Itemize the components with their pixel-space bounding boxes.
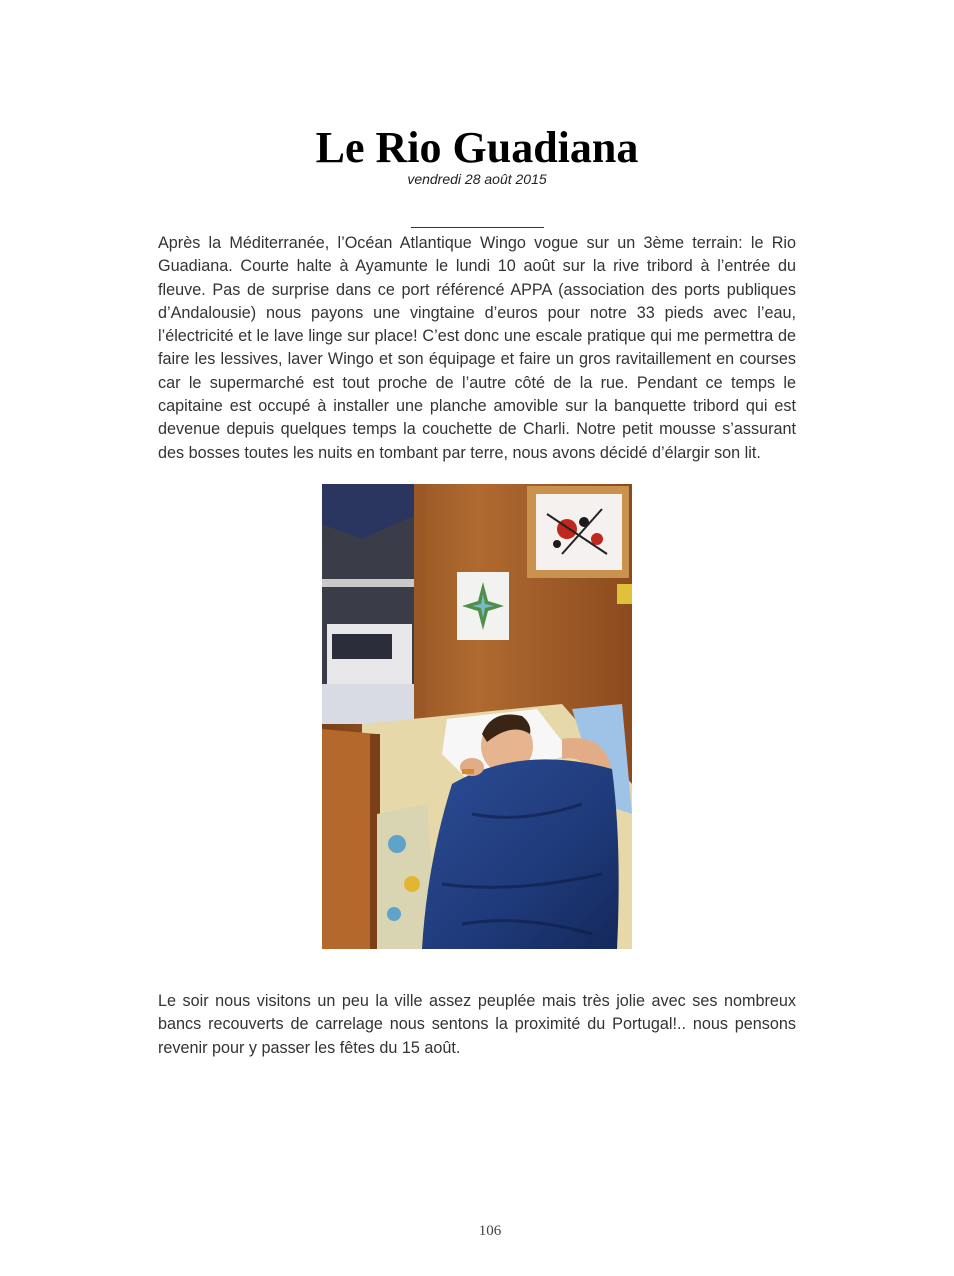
body-paragraph-2: Le soir nous visitons un peu la ville assez peuplée mais très jolie avec ses nombreux bancs recouverts de carrelage nous sentons la proximité du Portugal!.. nous pensons revenir pour y passer les fêtes du 15 août. <box>158 992 796 1057</box>
page-number: 106 <box>478 1223 502 1239</box>
page-title: Le Rio Guadiana <box>315 123 639 172</box>
title-divider <box>411 227 544 228</box>
photo-boy-sleeping-in-cabin <box>322 484 632 949</box>
body-paragraph-1: Après la Méditerranée, l’Océan Atlantique Wingo vogue sur un 3ème terrain: le Rio Guadiana. Courte halte à Ayamunte le lundi 10 août sur la rive tribord à l’entrée du fleuve. Pas de surprise dans ce port référencé APPA (association des ports publiques d’Andalousie) nous payons une vingtaine d’euros pour notre 33 pieds avec l’eau, l’électricité et le lave linge sur place! C’est donc une escale pratique qui me permettra de faire les lessives, laver Wingo et son équipage et faire un gros ravitaillement en courses car le supermarché est tout proche de l’autre côté de la rue. Pendant ce temps le capitaine est occupé à installer une planche amovible sur la banquette tribord qui est devenue depuis quelques temps la couchette de Charli. Notre petit mousse s’assurant des bosses toutes les nuits en tombant par terre, nous avons décidé d’élargir son lit. <box>158 234 796 462</box>
post-date: vendredi 28 août 2015 <box>407 171 547 187</box>
